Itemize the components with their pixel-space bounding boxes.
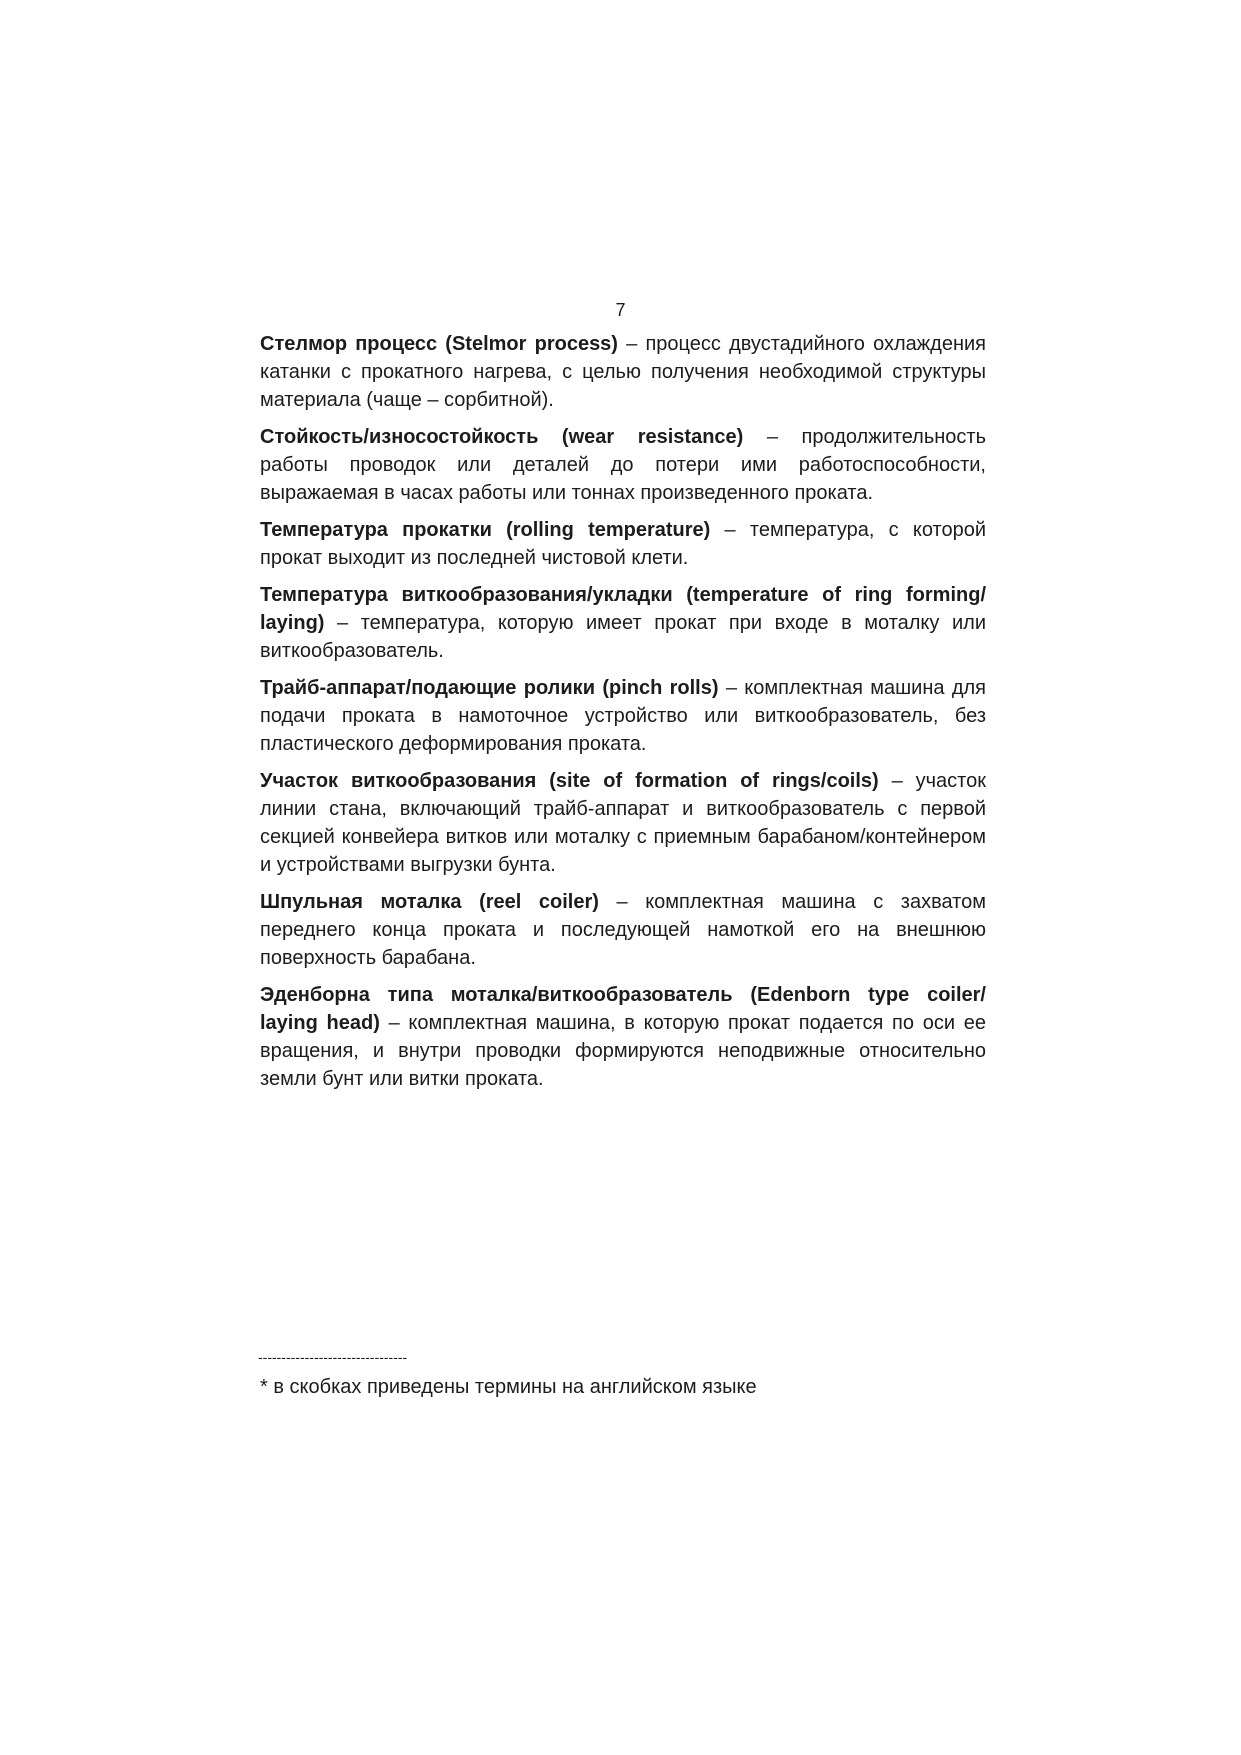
entry-definition: – комплектная машина для подачи проката в намоточное устройство или виткообразователь, без пластического деформирования проката. xyxy=(260,677,986,755)
glossary-entry-stelmor xyxy=(260,330,986,414)
entry-term: Температура прокатки (rolling temperature) xyxy=(260,519,711,541)
glossary-entry-rolling-temperature xyxy=(260,516,986,572)
entry-term: Эденборна типа моталка/виткообразователь (Edenborn type coiler/ laying head) xyxy=(260,984,986,1034)
footnote-separator: -------------------------------- xyxy=(258,1349,408,1365)
entry-term: Участок виткообразования (site of formation of rings/coils) xyxy=(260,770,879,792)
glossary-entry-pinch-rolls xyxy=(260,674,986,758)
entry-term: Стойкость/износостойкость (wear resistance) xyxy=(260,426,744,448)
entry-term: Стелмор процесс (Stelmor process) xyxy=(260,333,618,355)
page-number: 7 xyxy=(615,300,626,320)
entry-term: Шпульная моталка (reel coiler) xyxy=(260,891,599,913)
entry-definition: – участок линии стана, включающий трайб-аппарат и виткообразователь с первой секцией конвейера витков или моталку с приемным барабаном/контейнером и устройствами выгрузки бунта. xyxy=(260,770,986,876)
glossary-entry-wear-resistance xyxy=(260,423,986,507)
glossary-entry-ring-formation-site xyxy=(260,767,986,879)
entry-definition: – процесс двустадийного охлаждения катанки с прокатного нагрева, с целью получения необходимой структуры материала (чаще – сорбитной). xyxy=(260,333,987,411)
glossary-content xyxy=(260,330,986,1102)
entry-term: Трайб-аппарат/подающие ролики (pinch rolls) xyxy=(260,677,719,699)
footnote-text: * в скобках приведены термины на английском языке xyxy=(260,1376,757,1398)
entry-definition: – продолжительность работы проводок или деталей до потери ими работоспособности, выражаемая в часах работы или тоннах произведенного проката. xyxy=(260,426,986,504)
entry-definition: – комплектная машина, в которую прокат подается по оси ее вращения, и внутри проводки формируются неподвижные относительно земли бунт или витки проката. xyxy=(260,1012,986,1090)
entry-term: Температура виткообразования/укладки (temperature of ring forming/ laying) xyxy=(260,584,986,634)
entry-definition: – температура, которую имеет прокат при входе в моталку или виткообразователь. xyxy=(260,612,986,662)
glossary-entry-edenborn-coiler xyxy=(260,981,986,1093)
entry-definition: – комплектная машина с захватом переднего конца проката и последующей намоткой его на внешнюю поверхность барабана. xyxy=(260,891,986,969)
entry-definition: – температура, с которой прокат выходит из последней чистовой клети. xyxy=(260,519,986,569)
glossary-entry-ring-forming-temperature xyxy=(260,581,986,665)
glossary-entry-reel-coiler xyxy=(260,888,986,972)
